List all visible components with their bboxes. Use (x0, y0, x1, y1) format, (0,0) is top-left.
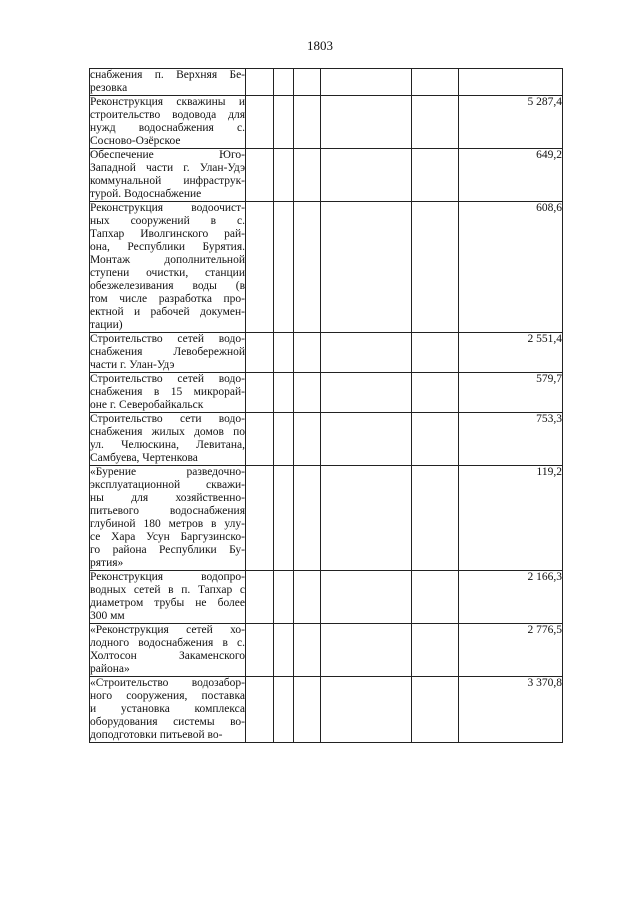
empty-cell (321, 373, 412, 413)
project-name-line: лодного водоснабжения в с. (90, 637, 245, 649)
empty-cell (321, 413, 412, 466)
empty-cell (274, 677, 294, 743)
empty-cell (246, 466, 274, 571)
project-name-line: части г. Улан-Удэ (90, 359, 175, 371)
project-name-line: Западной части г. Улан-Удэ (90, 162, 245, 174)
project-name-line: Строительство сетей водо- (90, 373, 245, 385)
project-name-cell (90, 677, 246, 743)
empty-cell (294, 413, 321, 466)
empty-cell (274, 333, 294, 373)
empty-cell (246, 96, 274, 149)
amount-cell: 608,6 (459, 202, 563, 333)
table-row (90, 333, 563, 373)
empty-cell (412, 96, 459, 149)
empty-cell (412, 466, 459, 571)
empty-cell (412, 677, 459, 743)
table-row (90, 677, 563, 743)
empty-cell (274, 466, 294, 571)
project-name-line: оне г. Северобайкальск (90, 399, 204, 411)
empty-cell (274, 413, 294, 466)
empty-cell (412, 413, 459, 466)
project-name-line: Строительство сетей водо- (90, 333, 245, 345)
project-name-cell (90, 466, 246, 571)
empty-cell (274, 571, 294, 624)
empty-cell (294, 677, 321, 743)
empty-cell (294, 373, 321, 413)
amount-cell: 753,3 (459, 413, 563, 466)
empty-cell (246, 677, 274, 743)
project-name-cell (90, 413, 246, 466)
empty-cell (321, 333, 412, 373)
project-name-line: тации) (90, 319, 123, 331)
project-name-line: го района Республики Бу- (90, 544, 245, 556)
empty-cell (246, 202, 274, 333)
empty-cell (412, 571, 459, 624)
empty-cell (294, 202, 321, 333)
project-name-line: водных сетей в п. Тапхар с (90, 584, 245, 596)
empty-cell (321, 677, 412, 743)
empty-cell (246, 571, 274, 624)
project-name-line: Реконструкция водоочист- (90, 202, 245, 214)
project-name-line: глубиной 180 метров в улу- (90, 518, 245, 530)
empty-cell (321, 69, 412, 96)
empty-cell (294, 69, 321, 96)
project-name-line: она, Республики Бурятия. (90, 241, 245, 253)
empty-cell (274, 69, 294, 96)
empty-cell (274, 373, 294, 413)
project-name-line: доподготовки питьевой во- (90, 729, 223, 741)
project-name-line: снабжения п. Верхняя Бе- (90, 69, 245, 81)
project-name-line: рятия» (90, 557, 124, 569)
empty-cell (321, 571, 412, 624)
empty-cell (294, 466, 321, 571)
project-name-line: снабжения жилых домов по (90, 426, 245, 438)
empty-cell (274, 624, 294, 677)
empty-cell (246, 333, 274, 373)
amount-cell: 5 287,4 (459, 96, 563, 149)
project-name-line: ектной и рабочей докумен- (90, 306, 245, 318)
project-name-line: резовка (90, 82, 128, 94)
project-name-line: ул. Челюскина, Левитана, (90, 439, 245, 451)
project-name-line: Монтаж дополнительной (90, 254, 245, 266)
table-row (90, 466, 563, 571)
table-row (90, 571, 563, 624)
project-name-line: снабжения Левобережной (90, 346, 245, 358)
project-name-line: снабжения в 15 микрорай- (90, 386, 245, 398)
empty-cell (412, 333, 459, 373)
project-name-line: ступени очистки, станции (90, 267, 245, 279)
project-name-line: Самбуева, Чертенкова (90, 452, 198, 464)
empty-cell (321, 202, 412, 333)
amount-cell: 119,2 (459, 466, 563, 571)
table-row (90, 624, 563, 677)
project-name-line: обезжелезивания воды (в (90, 280, 245, 292)
project-name-line: Холтосон Закаменского (90, 650, 245, 662)
empty-cell (412, 149, 459, 202)
project-name-cell (90, 202, 246, 333)
table-body (90, 69, 563, 743)
empty-cell (321, 466, 412, 571)
project-name-cell (90, 149, 246, 202)
empty-cell (246, 373, 274, 413)
amount-cell: 2 551,4 (459, 333, 563, 373)
project-name-cell (90, 96, 246, 149)
project-name-cell (90, 373, 246, 413)
project-name-line: и установка комплекса (90, 703, 245, 715)
page-number: 1803 (307, 38, 333, 53)
project-name-line: том числе разработка про- (90, 293, 245, 305)
table-row (90, 373, 563, 413)
empty-cell (412, 69, 459, 96)
empty-cell (294, 624, 321, 677)
table-row (90, 202, 563, 333)
project-name-line: оборудования системы во- (90, 716, 245, 728)
project-name-line: строительство водовода для (90, 109, 245, 121)
empty-cell (294, 149, 321, 202)
project-name-line: се Хара Усун Баргузинско- (90, 531, 245, 543)
project-name-line: ного сооружения, поставка (90, 690, 245, 702)
empty-cell (321, 149, 412, 202)
project-name-line: эксплуатационной скважи- (90, 479, 245, 491)
amount-cell (459, 69, 563, 96)
project-name-line: нужд водоснабжения с. (90, 122, 245, 134)
budget-table (89, 68, 563, 743)
amount-cell: 579,7 (459, 373, 563, 413)
project-name-line: «Бурение разведочно- (90, 466, 245, 478)
project-name-line: Реконструкция скважины и (90, 96, 245, 108)
empty-cell (294, 333, 321, 373)
project-name-line: коммунальной инфраструк- (90, 175, 245, 187)
project-name-line: района» (90, 663, 130, 675)
project-name-line: «Строительство водозабор- (90, 677, 245, 689)
empty-cell (246, 69, 274, 96)
project-name-line: Обеспечение Юго- (90, 149, 245, 161)
empty-cell (246, 149, 274, 202)
table-row (90, 149, 563, 202)
empty-cell (274, 202, 294, 333)
empty-cell (321, 624, 412, 677)
project-name-cell (90, 69, 246, 96)
project-name-line: питьевого водоснабжения (90, 505, 245, 517)
empty-cell (246, 624, 274, 677)
project-name-cell (90, 571, 246, 624)
empty-cell (321, 96, 412, 149)
project-name-line: ных сооружений в с. (90, 215, 245, 227)
empty-cell (294, 96, 321, 149)
project-name-line: Строительство сети водо- (90, 413, 245, 425)
project-name-line: 300 мм (90, 610, 125, 622)
project-name-line: Тапхар Иволгинского рай- (90, 228, 245, 240)
table-row (90, 96, 563, 149)
amount-cell: 649,2 (459, 149, 563, 202)
project-name-line: Реконструкция водопро- (90, 571, 245, 583)
empty-cell (412, 624, 459, 677)
project-name-cell (90, 624, 246, 677)
project-name-cell (90, 333, 246, 373)
amount-cell: 2 776,5 (459, 624, 563, 677)
project-name-line: Сосново-Озёрское (90, 135, 181, 147)
empty-cell (274, 96, 294, 149)
empty-cell (294, 571, 321, 624)
project-name-line: турой. Водоснабжение (90, 188, 202, 200)
table-row (90, 413, 563, 466)
amount-cell: 2 166,3 (459, 571, 563, 624)
amount-cell: 3 370,8 (459, 677, 563, 743)
empty-cell (274, 149, 294, 202)
project-name-line: диаметром трубы не более (90, 597, 245, 609)
empty-cell (246, 413, 274, 466)
empty-cell (412, 373, 459, 413)
project-name-line: ны для хозяйственно- (90, 492, 245, 504)
project-name-line: «Реконструкция сетей хо- (90, 624, 245, 636)
table-row (90, 69, 563, 96)
empty-cell (412, 202, 459, 333)
